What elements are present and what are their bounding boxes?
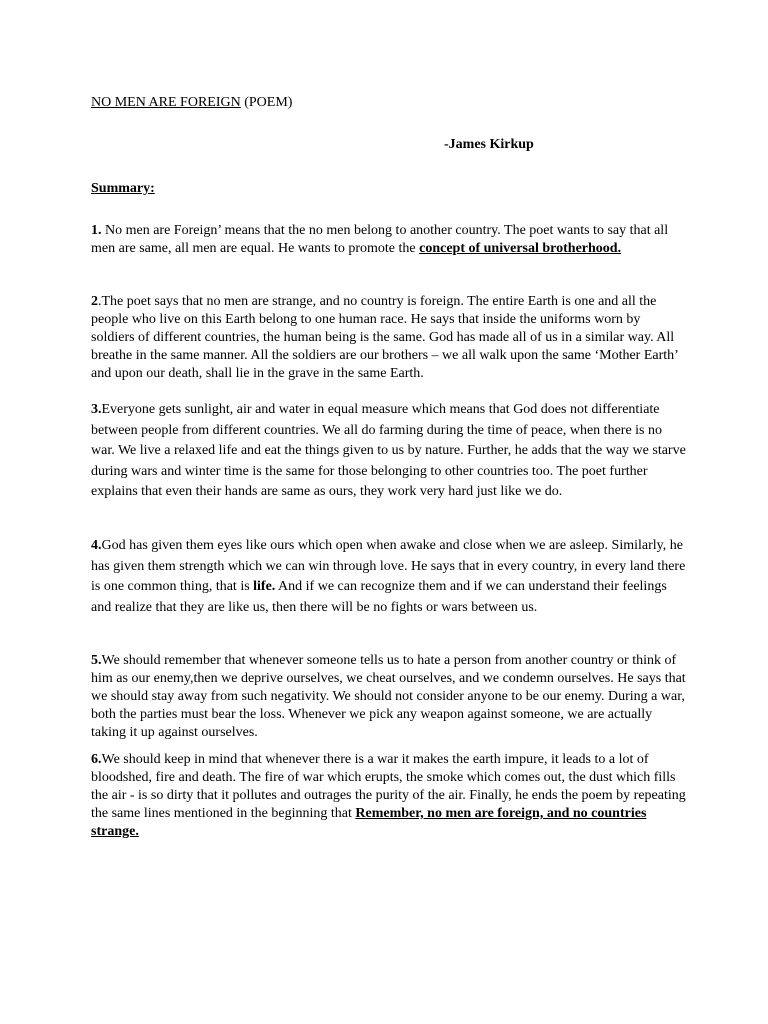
summary-paragraph-2 — [91, 293, 687, 383]
author-line: -James Kirkup — [444, 137, 534, 152]
title-suffix: (POEM) — [240, 95, 293, 110]
title-main: NO MEN ARE FOREIGN — [91, 95, 241, 110]
paragraph-highlight: concept of universal brotherhood. — [419, 241, 622, 256]
summary-paragraph-4 — [91, 536, 687, 618]
paragraph-number: 4. — [91, 538, 102, 553]
paragraph-number: 1. — [91, 223, 102, 238]
paragraph-text: God has given them eyes like ours which open when awake and close when we are asleep. Similarly, he has given them strength which we can win through love. He says that in every country, in every land there is one common thing, that is — [91, 538, 686, 595]
summary-paragraph-5 — [91, 652, 687, 742]
paragraph-number: 2 — [91, 294, 98, 309]
paragraph-bold-word: life. — [253, 579, 276, 595]
summary-paragraph-6 — [91, 751, 687, 841]
paragraph-text: We should keep in mind that whenever there is a war it makes the earth impure, it leads to a lot of bloodshed, fire and death. The fire of war which erupts, the smoke which comes out, the dust which fills the air - is so dirty that it pollutes and outrages the purity of the air. Finally, he ends the poem by repeating the same lines mentioned in the beginning that — [91, 752, 686, 821]
paragraph-text: Everyone gets sunlight, air and water in equal measure which means that God does not differentiate between people from different countries. We all do farming during the time of peace, when there is no war. We live a relaxed life and eat the things given to us by nature. Further, he adds that the way we starve during wars and winter time is the same for those belonging to other countries too. The poet further explains that even their hands are same as ours, they work very hard just like we do. — [91, 402, 686, 500]
paragraph-highlight: Remember, no men are foreign, and no countries strange. — [91, 806, 647, 839]
paragraph-text: .The poet says that no men are strange, and no country is foreign. The entire Earth is one and all the people who live on this Earth belong to one human race. He says that inside the uniforms worn by soldiers of different countries, the human being is the same. God has made all of us in a similar way. All breathe in the same manner. All the soldiers are our brothers – we all walk upon the same ‘Mother Earth’ and upon our death, shall lie in the grave in the same Earth. — [91, 294, 678, 381]
paragraph-text: We should remember that whenever someone tells us to hate a person from another country or think of him as our enemy,then we deprive ourselves, we cheat ourselves, and we condemn ourselves. He says that we should stay away from such negativity. We should not consider anyone to be our enemy. During a war, both the parties must bear the loss. Whenever we pick any weapon against someone, we are actually taking it up against ourselves. — [91, 653, 686, 740]
paragraph-number: 5. — [91, 653, 102, 668]
summary-paragraph-3 — [91, 400, 687, 503]
paragraph-number: 6. — [91, 752, 102, 767]
paragraph-text-after: And if we can recognize them and if we can understand their feelings and realize that they are like us, then there will be no fights or wars between us. — [91, 579, 667, 615]
summary-paragraph-1 — [91, 222, 687, 258]
paragraph-number: 3. — [91, 402, 102, 417]
paragraph-text: No men are Foreign’ means that the no men belong to another country. The poet wants to say that all men are same, all men are equal. He wants to promote the — [91, 223, 669, 256]
document-title — [91, 94, 292, 111]
summary-heading: Summary: — [91, 181, 155, 196]
